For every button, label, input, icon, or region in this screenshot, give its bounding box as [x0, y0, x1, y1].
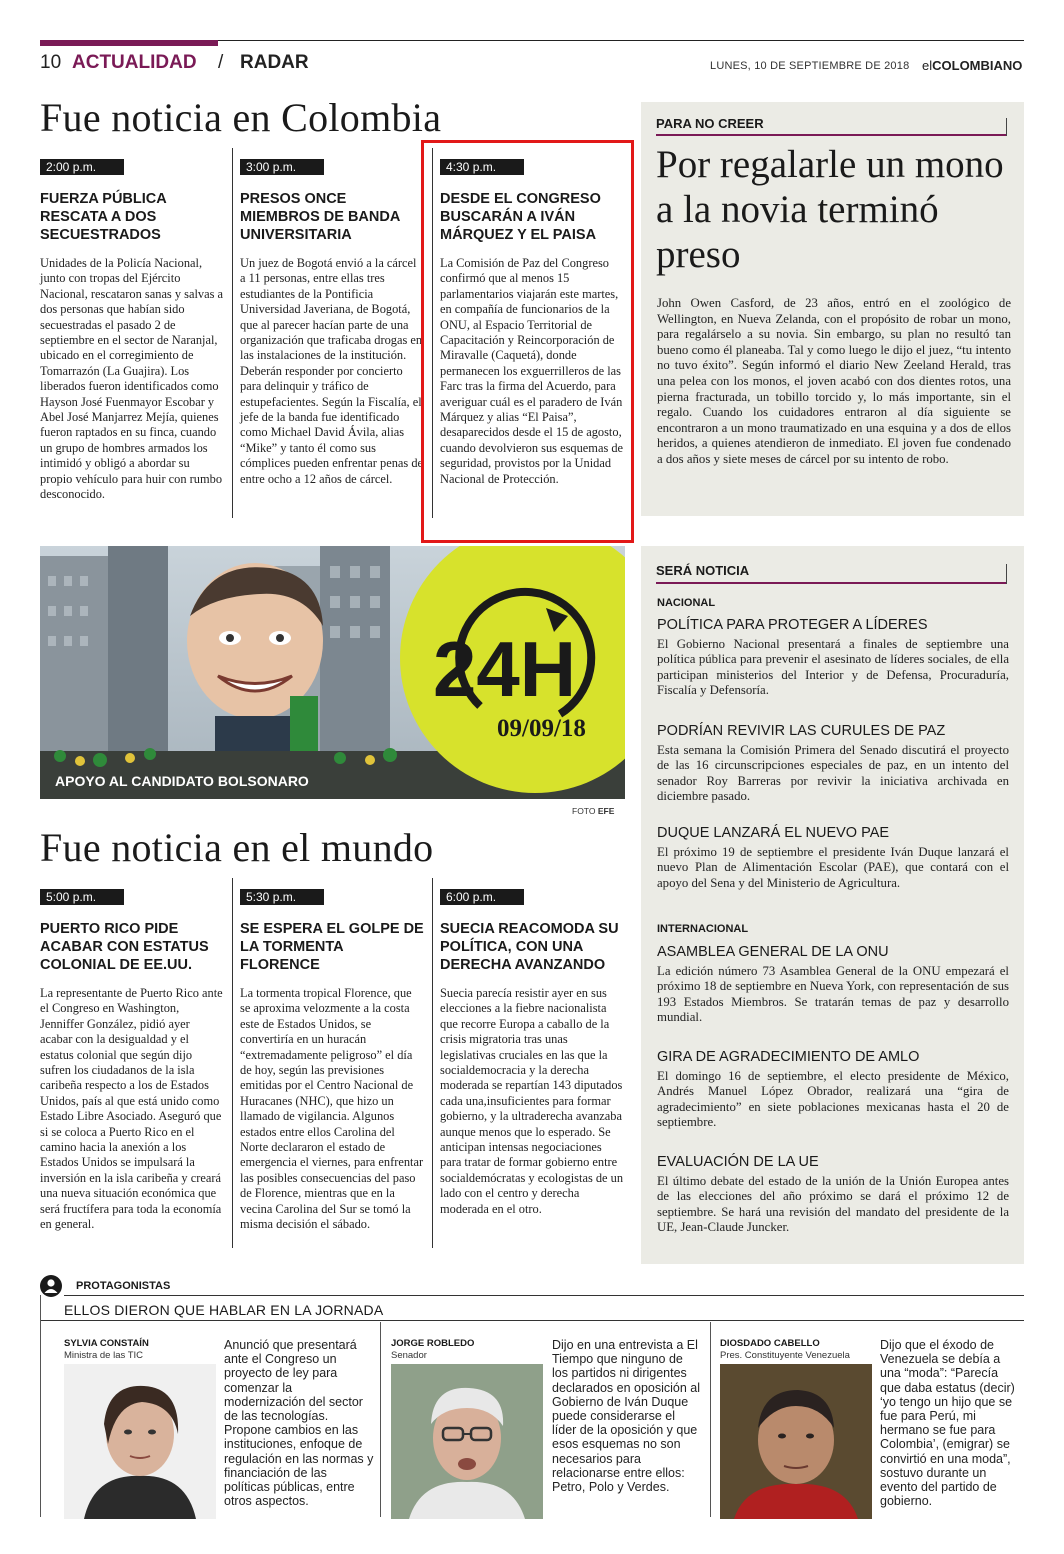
mundo-news-item-1	[40, 888, 224, 1233]
bolsonaro-photo	[40, 546, 625, 799]
mundo-section-title: Fue noticia en el mundo	[40, 825, 434, 870]
24h-badge-date: 09/09/18	[497, 715, 586, 742]
sera-noticia-item	[657, 617, 1009, 699]
news-body: La representante de Puerto Rico ante el Congreso en Washington, Jenniffer González, pidió ayer acabar con la desigualdad y el estatus colonial que según dijo sufren los ciudadanos de la isla caribeña respecto a los de Estados Unidos, país al que está unido como Estado Libre Asociado. Aseguró que si se coloca a Puerto Rico en el camino hacia la anexión a los Estados Unidos se impulsará la inversión en la isla caribeña y creará una nueva situación económica que será fructífera para toda la economía en general.	[40, 986, 223, 1232]
photo-illustration	[40, 546, 625, 799]
sera-noticia-body: La edición número 73 Asamblea General de la ONU empezará el próximo 18 de septiembre en Nueva York, con representación de sus 193 Estados Miembros. Se tratarán temas de paz y desarrollo mundial.	[657, 964, 1009, 1025]
page-number: 10	[40, 52, 62, 73]
sera-noticia-headline: GIRA DE AGRADECIMIENTO DE AMLO	[657, 1049, 920, 1065]
news-headline: SE ESPERA EL GOLPE DE LA TORMENTA FLORENCE	[240, 921, 424, 973]
para-no-creer-label: PARA NO CREER	[656, 116, 764, 131]
section-separator: /	[218, 52, 224, 73]
person-role: Senador	[391, 1350, 427, 1361]
news-body: La tormenta tropical Florence, que se aproxima velozmente a la costa este de Estados Unidos, se convertiría en un huracán “extremadamente peligroso” el día de hoy, según las previsiones emitidas por el Centro Nacional de Huracanes (NHC), que hizo un llamado de vigilancia. Algunos estados entre ellos Carolina del Norte declararon el estado de emergencia el viernes, para enfrentar las posibles consecuencias del paso de Florence, mientras que en la vecina Carolina del Sur se tomó la misma decisión el sábado.	[240, 986, 424, 1232]
section-name: ACTUALIDAD	[72, 52, 197, 73]
sera-noticia-headline: ASAMBLEA GENERAL DE LA ONU	[657, 944, 889, 960]
time-badge: 5:30 p.m.	[240, 889, 324, 905]
column-divider	[232, 148, 233, 518]
news-body: La Comisión de Paz del Congreso confirmó que al menos 15 parlamentarios viajarán este martes, en compañía de funcionarios de la ONU, al Espacio Territorial de Capacitación y Reincorporación de Miravalle (Caquetá), donde permanecen los exguerrilleros de las Farc tras la firma del Acuerdo, para averiguar cuál es el paradero de Iván Márquez y alias “El Paisa”, desaparecidos desde el 15 de agosto, cuando devolvieron sus esquemas de seguridad, provistos por la Unidad Nacional de Protección.	[440, 256, 624, 486]
news-body: Un juez de Bogotá envió a la cárcel a 11 personas, entre ellas tres estudiantes de la Pontificia Universidad Javeriana, de Bogotá, que al parecer hacían parte de una organización que traficaba drogas en las instalaciones de la institución. Deberán responder por concierto para delinquir y tráfico de estupefacientes. Según la Fiscalía, el jefe de la banda fue identificado como Michael David Ávila, alias “Mike” y tanto él como sus cómplices pueden enfrentar penas de entre ocho a 12 años de cárcel.	[240, 256, 424, 486]
panel-accent-line	[656, 134, 1006, 136]
person-name: DIOSDADO CABELLO	[720, 1338, 820, 1349]
para-no-creer-title: Por regalarle un mono a la novia terminó preso	[656, 143, 1004, 276]
person-quote: Dijo en una entrevista a El Tiempo que ninguno de los partidos ni dirigentes declarados en oposición al Gobierno de Iván Duque puede considerarse el líder de la oposición y que esos esquemas no son necesarios para relacionarse entre ellos: Petro, Polo y Verdes.	[552, 1338, 701, 1495]
nacional-label: NACIONAL	[657, 597, 716, 609]
time-badge: 3:00 p.m.	[240, 159, 324, 175]
news-body: Suecia parecía resistir ayer en sus elecciones a la fiebre nacionalista que recorre Europa a caballo de la crisis migratoria tras unas legislativas cruciales en las que la socialdemocracia y la derecha moderada se repartían 143 diputados cada una,insuficientes para formar gobierno, y la ultraderecha avanzaba aunque menos que lo esperado. Se anticipan intensas negociaciones para tratar de formar gobierno entre socialdemócratas y ecologistas de un lado con el centro y derecha moderada en el otro.	[440, 986, 624, 1216]
news-headline: PRESOS ONCE MIEMBROS DE BANDA UNIVERSITARIA	[240, 191, 400, 243]
logo-prefix: el	[922, 58, 933, 73]
sera-noticia-item	[657, 1049, 1009, 1131]
sera-noticia-item	[657, 944, 1009, 1026]
sera-noticia-body: El próximo 19 de septiembre el presidente Iván Duque lanzará el nuevo Plan de Alimentación Escolar (PAE), que contará con el apoyo del Sena y del Ministerio de Agricultura.	[657, 845, 1009, 890]
panel-tick	[1006, 564, 1007, 584]
column-divider	[232, 878, 233, 1248]
sera-noticia-label: SERÁ NOTICIA	[656, 563, 750, 578]
news-body: Unidades de la Policía Nacional, junto con tropas del Ejército Nacional, rescataron sanas y salvas a dos personas que habían sido secuestradas el pasado 2 de septiembre en el sector de Naranjal, ubicado en el corregimiento de Tomarrazón (La Guajira). Los liberados fueron identificados como Hayson José Fuenmayor Escobar y Abel José Manjarrez Mejía, quienes fueron raptados en su finca, cuando un grupo de hombres armados los intimidó y obligó a abordar su propio vehículo para huir con rumbo desconocido.	[40, 256, 224, 502]
person-icon	[40, 1275, 62, 1297]
sera-noticia-item	[657, 825, 1009, 891]
photo-credit	[572, 806, 614, 816]
sera-noticia-headline: EVALUACIÓN DE LA UE	[657, 1154, 819, 1170]
time-badge: 6:00 p.m.	[440, 889, 524, 905]
person-quote: Dijo que el éxodo de Venezuela se debía a una “moda”: “Parecía que daba estatus (decir) ‘yo tengo un hijo que se fue para Perú, mi hermano se fue para Colombia’, (emigrar) se convirtió en una moda”, sostuvo durante un evento del partido de gobierno.	[880, 1338, 1015, 1509]
internacional-label: INTERNACIONAL	[657, 923, 749, 935]
person-quote: Anunció que presentará ante el Congreso un proyecto de ley para comenzar la modernización del sector de las tecnologías. Propone cambios en las instituciones, enfoque de regulación en las normas y financiación de las políticas públicas, entre otros aspectos.	[224, 1338, 374, 1509]
person-name: SYLVIA CONSTAÍN	[64, 1338, 149, 1349]
sera-noticia-body: El último debate del estado de la unión de la Unión Europea antes de las elecciones del año próximo se dará el próximo 12 de septiembre. Se hará una revisión del mandato del presidente de la UE, Jean-Claude Juncker.	[657, 1174, 1009, 1235]
time-badge: 5:00 p.m.	[40, 889, 124, 905]
protagonistas-label: PROTAGONISTAS	[76, 1280, 171, 1292]
person-photo-robledo	[391, 1364, 543, 1519]
sera-noticia-headline: PODRÍAN REVIVIR LAS CURULES DE PAZ	[657, 723, 946, 739]
protagonistas-rule	[40, 1320, 1024, 1321]
newspaper-logo	[922, 58, 1022, 73]
issue-date: LUNES, 10 DE SEPTIEMBRE DE 2018	[710, 60, 910, 72]
protagonistas-left-rule	[40, 1295, 41, 1517]
person-name: JORGE ROBLEDO	[391, 1338, 475, 1349]
subsection-name: RADAR	[240, 52, 309, 73]
colombia-section-title: Fue noticia en Colombia	[40, 95, 442, 140]
news-headline: PUERTO RICO PIDE ACABAR CON ESTATUS COLONIAL DE EE.UU.	[40, 921, 209, 973]
time-badge: 2:00 p.m.	[40, 159, 124, 175]
sera-noticia-item	[657, 1154, 1009, 1236]
mundo-news-item-3	[440, 888, 624, 1217]
person-role: Pres. Constituyente Venezuela	[720, 1350, 850, 1361]
news-headline: FUERZA PÚBLICA RESCATA A DOS SECUESTRADOS	[40, 191, 167, 243]
photo-credit-name: EFE	[597, 806, 615, 816]
person-photo-constain	[64, 1364, 216, 1519]
24h-badge-text: 24H	[433, 625, 577, 713]
photo-credit-prefix: FOTO	[572, 806, 596, 816]
protagonistas-rule	[64, 1295, 1024, 1296]
sera-noticia-body: El Gobierno Nacional presentará a finales de septiembre una política pública para prevenir el asesinato de líderes sociales, de ella participan ministerios del Interior y de Defensa, Procuraduría, Fiscalía y Defensoría.	[657, 637, 1009, 698]
sera-noticia-headline: POLÍTICA PARA PROTEGER A LÍDERES	[657, 617, 928, 633]
photo-caption: APOYO AL CANDIDATO BOLSONARO	[55, 773, 309, 789]
column-divider	[432, 878, 433, 1248]
sera-noticia-item	[657, 723, 1009, 805]
person-role: Ministra de las TIC	[64, 1350, 144, 1361]
person-photo-cabello	[720, 1364, 872, 1519]
panel-accent-line	[656, 582, 1006, 584]
protagonistas-divider	[380, 1322, 381, 1517]
section-accent-bar	[40, 40, 218, 46]
sera-noticia-body: El domingo 16 de septiembre, el electo presidente de México, Andrés Manuel López Obrador, realizará una “gira de agradecimiento” en siete poblaciones mexicanas hasta el 20 de septiembre.	[657, 1069, 1009, 1130]
time-badge: 4:30 p.m.	[440, 159, 524, 175]
sera-noticia-body: Esta semana la Comisión Primera del Senado discutirá el proyecto de las 16 circunscripciones especiales de paz, en un intento del senador Roy Barreras por revivir la iniciativa archivada en diciembre pasado.	[657, 743, 1009, 804]
para-no-creer-body: John Owen Casford, de 23 años, entró en el zoológico de Wellington, en Nueva Zelanda, con el propósito de robar un mono, para regalárselo a su novia. Sin embargo, su plan no resultó tan bueno como él planeaba. Tal y como luego le dijo el juez, “tu intento no tuvo éxito”. Según informó el diario New Zeeland Herald, tras una pelea con los monos, el joven acabó con dos dientes rotos, una pierna fracturada, un tobillo torcido y, lo más importante, sin el regalo. Cuando los cuidadores entraron al día siguiente se encontraron a un mono traumatizado en una esquina y a dos de ellos heridos, a quienes atendieron de inmediato. El joven fue condenado a dos años y siete meses de cárcel por su intento de robo.	[657, 296, 1011, 466]
highlight-box	[421, 140, 634, 543]
protagonistas-subtitle: ELLOS DIERON QUE HABLAR EN LA JORNADA	[64, 1302, 384, 1318]
protagonistas-divider	[710, 1322, 711, 1517]
panel-tick	[1006, 118, 1007, 136]
sera-noticia-headline: DUQUE LANZARÁ EL NUEVO PAE	[657, 825, 890, 841]
colombia-news-item-2	[240, 158, 424, 487]
mundo-news-item-2	[240, 888, 424, 1233]
news-headline: SUECIA REACOMODA SU POLÍTICA, CON UNA DERECHA AVANZANDO	[440, 921, 619, 973]
news-headline: DESDE EL CONGRESO BUSCARÁN A IVÁN MÁRQUEZ Y EL PAISA	[440, 191, 601, 243]
colombia-news-item-1	[40, 158, 224, 503]
logo-name: COLOMBIANO	[932, 58, 1023, 73]
